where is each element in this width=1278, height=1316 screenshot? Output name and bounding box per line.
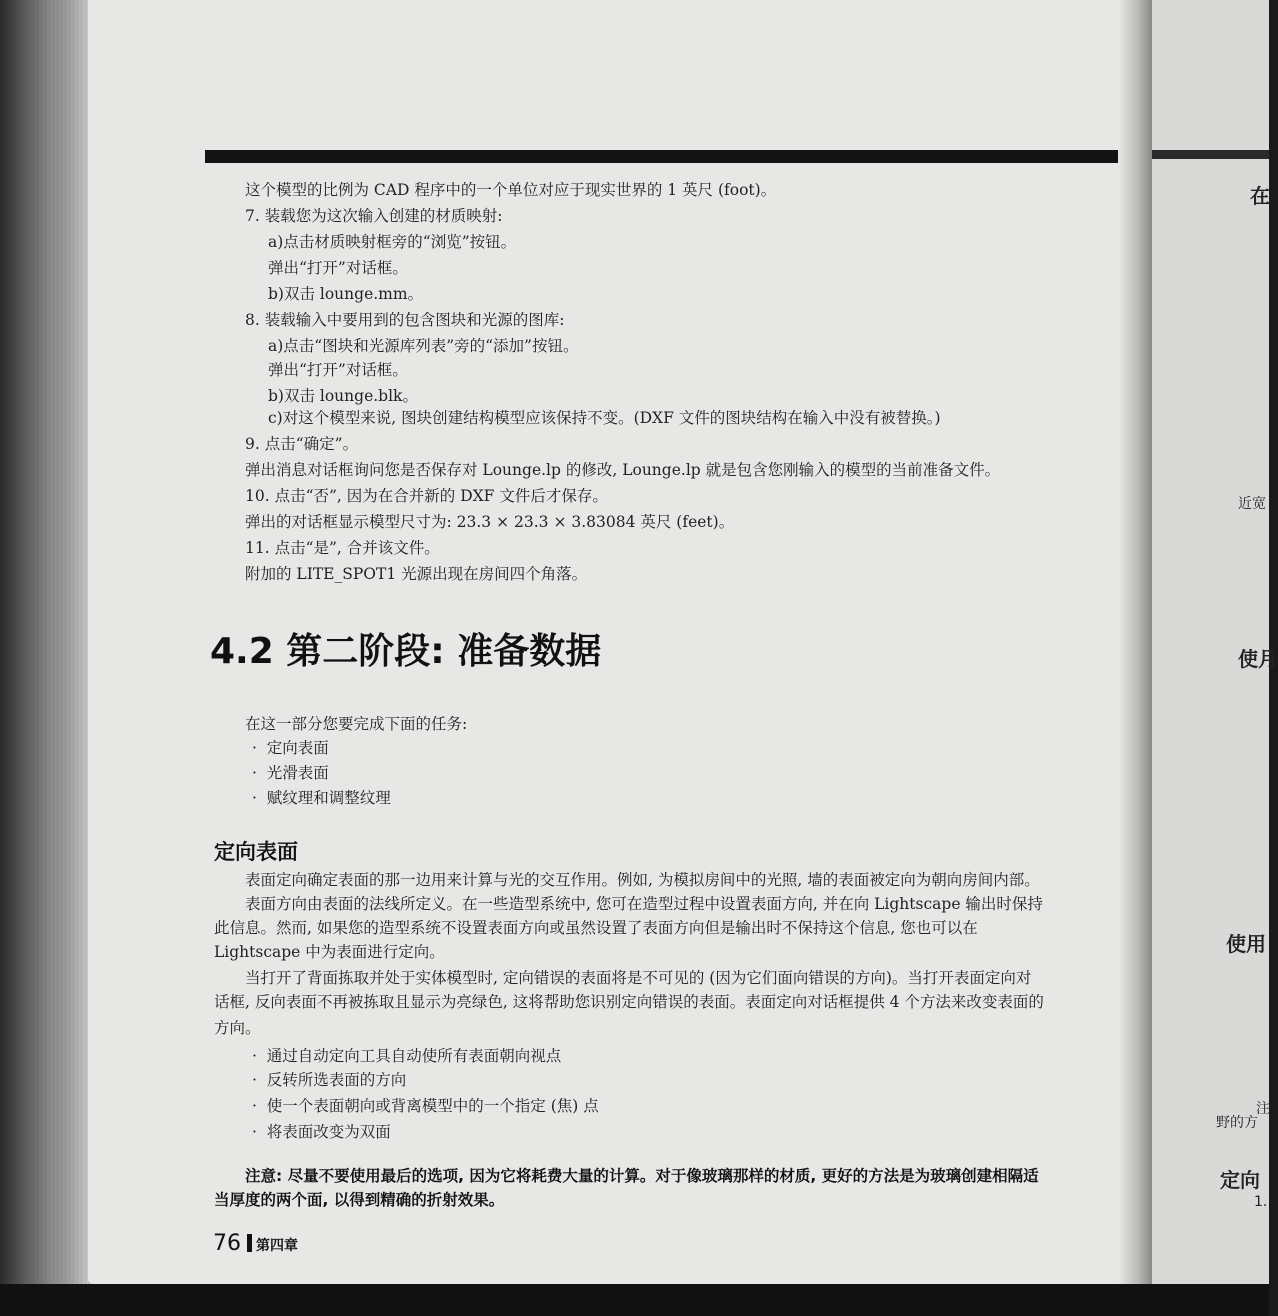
paragraph-line: 方向。 <box>214 1019 261 1037</box>
subsection-title: 定向表面 <box>214 840 298 864</box>
step-11: 11. 点击“是”, 合并该文件。 <box>245 539 440 557</box>
step-8: 8. 装载输入中要用到的包含图块和光源的图库: <box>245 311 565 329</box>
method-item <box>252 1096 599 1116</box>
adjacent-text: 使用 <box>1226 932 1266 956</box>
method-label: 通过自动定向工具自动使所有表面朝向视点 <box>266 1047 562 1065</box>
page-footer <box>213 1231 298 1259</box>
header-rule <box>205 150 1118 163</box>
adjacent-text: 近宽 <box>1238 496 1266 512</box>
bullet: · <box>252 789 257 807</box>
bullet: · <box>252 764 257 782</box>
paragraph-line: 当打开了背面拣取并处于实体模型时, 定向错误的表面将是不可见的 (因为它们面向错误的方向)。当打开表面定向对 <box>245 969 1032 987</box>
bullet: · <box>252 1047 257 1065</box>
adjacent-text: 1. <box>1254 1194 1268 1210</box>
intro-line: 在这一部分您要完成下面的任务: <box>245 715 468 733</box>
method-item <box>252 1046 561 1066</box>
note-line: 注意: 尽量不要使用最后的选项, 因为它将耗费大量的计算。对于像玻璃那样的材质, 更好的方法是为玻璃创建相隔适 <box>245 1167 1039 1185</box>
bullet: · <box>252 1123 257 1141</box>
task-label: 赋纹理和调整纹理 <box>266 789 391 807</box>
adjacent-page-rule <box>1152 150 1269 159</box>
paragraph-line: 此信息。然而, 如果您的造型系统不设置表面方向或虽然设置了表面方向但是输出时不保持这个信息, 您也可以在 <box>214 919 978 937</box>
task-label: 光滑表面 <box>266 764 329 782</box>
body-line: 弹出消息对话框询问您是否保存对 Lounge.lp 的修改, Lounge.lp 就是包含您刚输入的模型的当前准备文件。 <box>245 461 1001 479</box>
background-surface <box>0 1284 1269 1316</box>
substep: a)点击“图块和光源库列表”旁的“添加”按钮。 <box>268 337 579 355</box>
task-item <box>252 788 391 808</box>
substep: b)双击 lounge.blk。 <box>268 387 418 405</box>
paragraph-line: 话框, 反向表面不再被拣取且显示为亮绿色, 这将帮助您识别定向错误的表面。表面定向对话框提供 4 个方法来改变表面的 <box>214 993 1044 1011</box>
note-line: 当厚度的两个面, 以得到精确的折射效果。 <box>214 1191 505 1209</box>
method-label: 反转所选表面的方向 <box>266 1071 407 1089</box>
method-item <box>252 1070 406 1090</box>
adjacent-text: 在 <box>1250 184 1270 208</box>
adjacent-text: 注 <box>1256 1101 1270 1117</box>
adjacent-page <box>1152 0 1278 1284</box>
bullet: · <box>252 739 257 757</box>
footer-divider <box>247 1234 252 1252</box>
bullet: · <box>252 1071 257 1089</box>
section-title: 4.2 第二阶段: 准备数据 <box>210 631 602 672</box>
substep: b)双击 lounge.mm。 <box>268 285 424 303</box>
step-10: 10. 点击“否”, 因为在合并新的 DXF 文件后才保存。 <box>245 487 608 505</box>
task-label: 定向表面 <box>266 739 329 757</box>
method-item <box>252 1122 391 1142</box>
method-label: 使一个表面朝向或背离模型中的一个指定 (焦) 点 <box>266 1097 599 1115</box>
book-spine-shadow <box>1118 0 1152 1284</box>
body-line: 附加的 LITE_SPOT1 光源出现在房间四个角落。 <box>245 565 588 583</box>
adjacent-text: 定向 <box>1220 1168 1260 1192</box>
bullet: · <box>252 1097 257 1115</box>
substep: a)点击材质映射框旁的“浏览”按钮。 <box>268 233 517 251</box>
step-7: 7. 装载您为这次输入创建的材质映射: <box>245 207 503 225</box>
paragraph-line: Lightscape 中为表面进行定向。 <box>214 943 445 961</box>
step-9: 9. 点击“确定”。 <box>245 435 359 453</box>
task-item <box>252 763 329 783</box>
method-label: 将表面改变为双面 <box>266 1123 391 1141</box>
substep: 弹出“打开”对话框。 <box>268 361 408 379</box>
substep: c)对这个模型来说, 图块创建结构模型应该保持不变。(DXF 文件的图块结构在输入中没有被替换。) <box>268 409 941 427</box>
chapter-label: 第四章 <box>256 1238 298 1254</box>
page-number: 76 <box>213 1231 241 1256</box>
adjacent-text: 野的方 <box>1216 1115 1258 1131</box>
paragraph-line: 表面定向确定表面的那一边用来计算与光的交互作用。例如, 为模拟房间中的光照, 墙的表面被定向为朝向房间内部。 <box>245 871 1040 889</box>
body-line: 弹出的对话框显示模型尺寸为: 23.3 × 23.3 × 3.83084 英尺 (feet)。 <box>245 513 735 531</box>
paragraph-line: 表面方向由表面的法线所定义。在一些造型系统中, 您可在造型过程中设置表面方向, 并在向 Lightscape 输出时保持 <box>245 895 1043 913</box>
substep: 弹出“打开”对话框。 <box>268 259 408 277</box>
body-line: 这个模型的比例为 CAD 程序中的一个单位对应于现实世界的 1 英尺 (foot)。 <box>245 181 777 199</box>
task-item <box>252 738 329 758</box>
adjacent-text: 使月 <box>1238 647 1278 671</box>
